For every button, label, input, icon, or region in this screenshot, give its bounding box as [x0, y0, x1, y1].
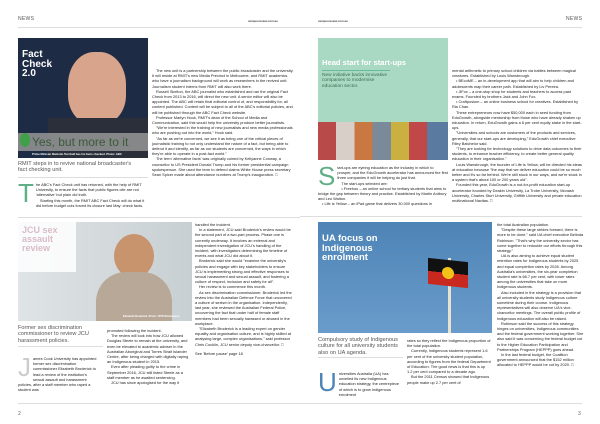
fact-check-banner: Yes, but more to it: [18, 133, 148, 151]
startups-lead: [318, 161, 448, 207]
footer-divider: [18, 403, 300, 404]
paragraph: promoted following the incident.: [107, 328, 162, 333]
meter-icon: [20, 133, 30, 147]
paragraph: handled the incident.: [195, 222, 231, 227]
paragraph: The start-ups selected are:: [341, 180, 388, 186]
paragraph: Starting this month, the RMIT ABC Fact Check will do what it did before budget cuts forced its closure last May: check facts.: [35, 197, 145, 208]
list-item: • JiFox – a one-stop shop for students and teachers to access past exams. Founded by brothers Jack and John Fox.: [452, 88, 571, 100]
paragraph: But the 2011 Census showed that Indigenous people make up 2.7 per cent of: [407, 374, 490, 385]
site-url[interactable]: campusreview.com.au: [318, 19, 348, 23]
paragraph: Professor Martyn Hook, RMIT's dean of the School of Media and Communication, said this would help the university produce better journalists.: [152, 114, 285, 126]
page-number: 2: [18, 411, 21, 417]
article-divider: [18, 217, 300, 218]
lead-text: tart-ups are eyeing education as the industry in which to prosper, and the EduGrowth accelerator has announced the first three companies it will be helping do just that.: [337, 165, 448, 181]
students-photo: [318, 122, 448, 160]
paragraph: Her review is to commence this month.: [199, 284, 267, 290]
article-subtitle: Former sex discrimination commissioner to review JCU harassment policies.: [18, 325, 89, 344]
paragraph: "Universities and schools are customers of the products and services, generally, that our start-ups are developing," EduGrowth chief executive Riley Batchelor said.: [452, 130, 576, 146]
drop-cap: S: [318, 161, 336, 191]
paragraph: rates so they reflect the Indigenous proportion of the total population.: [407, 338, 491, 349]
portrait-face: [68, 52, 126, 124]
jcu-title: JCU sex assault review: [18, 222, 76, 272]
divider: [18, 346, 103, 347]
lead-text: he ABC's Fact Check unit has returned, with the help of RMIT University, to ensure the facts that public figures cite are not 'alternative' but plain old truth.: [35, 182, 142, 198]
article-divider: [300, 216, 582, 217]
flag-sun: [442, 266, 454, 279]
startups-title: Head start for start-ups: [322, 58, 406, 67]
paragraph: "Despite these large strides forward, there is more to be done," said UA chief executive Belinda Robinson. "That's why the university sector has come together to redouble our efforts through this strategy.": [497, 227, 584, 254]
divider: [318, 357, 403, 358]
paragraph: Even after pleading guilty to the crime in September 2016, JCU still listed Steele as a staff member as he awaited sentencing.: [107, 364, 183, 380]
fact-check-image: [18, 38, 148, 158]
divider: [18, 177, 148, 178]
paragraph: "Elizabeth Broderick is a leading expert on gender equality and organisation culture, and is highly skilled at analysing large, complex organisations," said professor Chris Cocklin, JCU senior deputy vice-chancellor. □: [195, 326, 292, 347]
paragraph: the total Australian population.: [497, 222, 550, 227]
drop-cap: T: [18, 178, 34, 208]
list-item: • BEcoME – an in-development app that will aim to help children and adolescents map their career path. Established by Liv Pereira.: [452, 78, 574, 89]
paragraph: Also included in the strategy is a provision that all university students study Indigenous culture sometime during their course. Indigenous representatives will also observe UA's vice-chancellor meetings. The overall public profile of Indigenous education will also be raised.: [497, 289, 582, 321]
header-divider: [18, 27, 300, 28]
continued-link[interactable]: See 'Before pause' page 18: [195, 350, 243, 356]
jcu-lead: [18, 352, 98, 393]
drop-cap: J: [18, 352, 31, 382]
startups-column: [452, 68, 584, 203]
paragraph: The term 'alternative facts' was originally coined by Kellyanne Conway, a counsellor to US President Donald Trump and his former presidential campaign spokesperson. She used the term to defend claims White House press secretary Sean Spicer made about attendance numbers at Trump's inauguration. □: [152, 156, 291, 178]
paragraph: The new unit is a partnership between the public broadcaster and the university. It will reside at RMIT's new Media Precinct in Melbourne, and RMIT academics who have a journalism background will work as researchers in the revived unit. Journalism student interns from RMIT will also work there.: [152, 68, 294, 89]
paragraph: In a statement, JCU said Broderick's review would be the second part of a two-part process. Phase one is currently underway. It involves an external and independent investigation of JCU's handling of the incident, with investigators determining the timeline of events and what JCU did about it.: [195, 227, 291, 259]
image-caption: Prime Minister Malcolm Turnbull has his facts checked. Photo: ABC: [32, 152, 122, 156]
fact-check-lead: [18, 178, 148, 208]
jcu-image: [18, 222, 192, 321]
paragraph: Founded this year, EduGrowth is a not-for-profit education start-up accelerator founded by Deakin University, La Trobe University, Monash University, Charles Sturt University, Griffith University and private education multinational Navitas. □: [452, 182, 582, 204]
ua-column-3: [497, 222, 585, 368]
lead-text: ames Cook University has appointed former sex discrimination commissioner Elizabeth Broderick to lead a review of the institution's sexual assault and harassment policies, after a staff member who raped a student was: [18, 356, 97, 393]
paragraph: mental arithmetic to primary school children via battles between magical creatures. Established by Louis Wansbrough.: [452, 68, 576, 79]
paragraph: Robinson said the success of this strategy hinges on universities, Indigenous communities and the federal government working together. She also said it was concerning the federal budget cut to the Higher Education Participation and Partnerships Program (HEPPP) goes ahead.: [497, 320, 584, 352]
list-item: • Life is Yellow – an iPad game that delivers 30,000 questions in: [322, 201, 432, 207]
jcu-column-3: [195, 222, 293, 356]
page-number: 3: [578, 411, 581, 417]
lead-text: niversities Australia (UA) has unveiled its new Indigenous education strategy, the centrepiece of which is to grow Indigenous enrolment: [338, 371, 400, 397]
article-subtitle: Compulsory study of Indigenous culture for all university students also on UA agenda.: [318, 337, 398, 356]
paragraph: In the last federal budget, the Coalition government announced that the $152 million allocated to HEPPP would be cut by 2020. □: [497, 352, 574, 368]
list-item: • Freehou – an online school for tertiary students that aims to bridge the gap between theory and practice. Established by Martin Antbury and Leo Walton.: [318, 185, 447, 202]
ua-image: [318, 222, 492, 333]
startups-subtitle: New initiative backs innovative companies to modernise education sector.: [322, 73, 388, 89]
list-item: • Craftposium – an online business school for creatives. Established by Ria Chan.: [452, 99, 579, 110]
aboriginal-flag: [428, 258, 468, 288]
ua-title: UA focus on Indigenous enrolment: [322, 233, 378, 263]
ua-lead: [318, 367, 400, 397]
portrait-body: [96, 272, 172, 321]
fact-check-title: Fact Check 2.0: [22, 49, 53, 79]
divider: [322, 70, 390, 71]
paragraph: UA is also aiming to achieve equal student retention rates for Indigenous students by 2025 and equal completion rates by 2028. Among Australia's universities, the six-year completion student rate is 66.7 per cent, with lower rates among the universities that take on more Indigenous students.: [497, 253, 579, 290]
paragraph: Broderick said she would "examine the university's policies and engage with key stakeholders to ensure JCU is implementing strong and effective responses to sexual harassment and sexual assault, and fostering a culture of respect, inclusion and safety for all".: [195, 258, 289, 285]
header-divider: [300, 27, 582, 28]
paragraph: As sex discrimination commissioner, Broderick led the review into the Australian Defence Force that uncovered a culture of sexism in the organisation. Independently, last year, she reviewed the Australian Federal Police, uncovering the fact that under half of female staff members had been sexually harassed or abused in the workplace.: [195, 289, 292, 326]
paragraph: Currently, Indigenous students represent 1.6 per cent of the university student population, according to figures from the federal Department of Education. The good news is that this is up 1.2 per cent compared to a decade ago.: [407, 348, 491, 375]
paragraph: "They are looking for technology solutions to drive data outcomes to their students, to enhance teacher efficiency, to create better general quality education in their organisation.": [452, 146, 582, 162]
paragraph: These entrepreneurs now have $50,000 each in seed funding from EduGrowth, alongside mentorship from those who have already shaken up education. In return, EduGrowth gains a 6 per cent equity stake in the start-ups.: [452, 109, 582, 131]
section-label: NEWS: [566, 16, 583, 22]
fact-check-column: [152, 68, 294, 177]
section-label: NEWS: [18, 16, 35, 22]
footer-divider: [300, 403, 582, 404]
paragraph: JCU has since apologised for the way it: [111, 380, 180, 386]
paragraph: "As far as we're concerned, we see it as being one of the critical pieces of journalistic training to not only understand the nature of a fact, but being able to defend it and identify, as far as our students are concerned, the ways in which they're able to operate in a post-fact world.": [152, 135, 289, 157]
site-url[interactable]: campusreview.com.au: [248, 19, 278, 23]
jcu-column-2: [107, 328, 191, 385]
image-caption: Elizabeth Broderick. Photo: UPW Workspaces: [123, 315, 180, 318]
startups-image: [318, 38, 448, 160]
article-subtitle: RMIT steps in to revive national broadcaster's fact checking unit.: [18, 161, 132, 174]
paragraph: "We're interested in the training of new journalists and new media professionals who are pushing out into the world," Hook said.: [152, 125, 293, 136]
ua-column-2: [407, 338, 491, 385]
drop-cap: U: [318, 367, 337, 397]
paragraph: Russell Skelton, the ABC journalist who established and ran the original Fact Check from 2013 to 2016, will direct the new unit. A senior editor will also be appointed. The ABC will retain final editorial control of, and responsibility for, all content published. Content will be subject to all of the ABC's editorial policies, and will be published through the ABC Fact Check website.: [152, 88, 293, 115]
paragraph: Louis Wansbrough, the founder of Life is Yellow, will be directed his ideas at education because "the way that we deliver education could be so much better and it's so far behind. We're still stuck in our ways, and we're stuck in a system that's about 100 or 200 years old".: [452, 161, 582, 183]
paragraph: The review will look into how JCU allowed Douglas Steele to remain at the university, and even be elevated to academic adviser in the Australian Aboriginal and Torres Strait Islander Centre, after being charged with digitally raping an Indigenous student in 2015.: [107, 333, 189, 365]
